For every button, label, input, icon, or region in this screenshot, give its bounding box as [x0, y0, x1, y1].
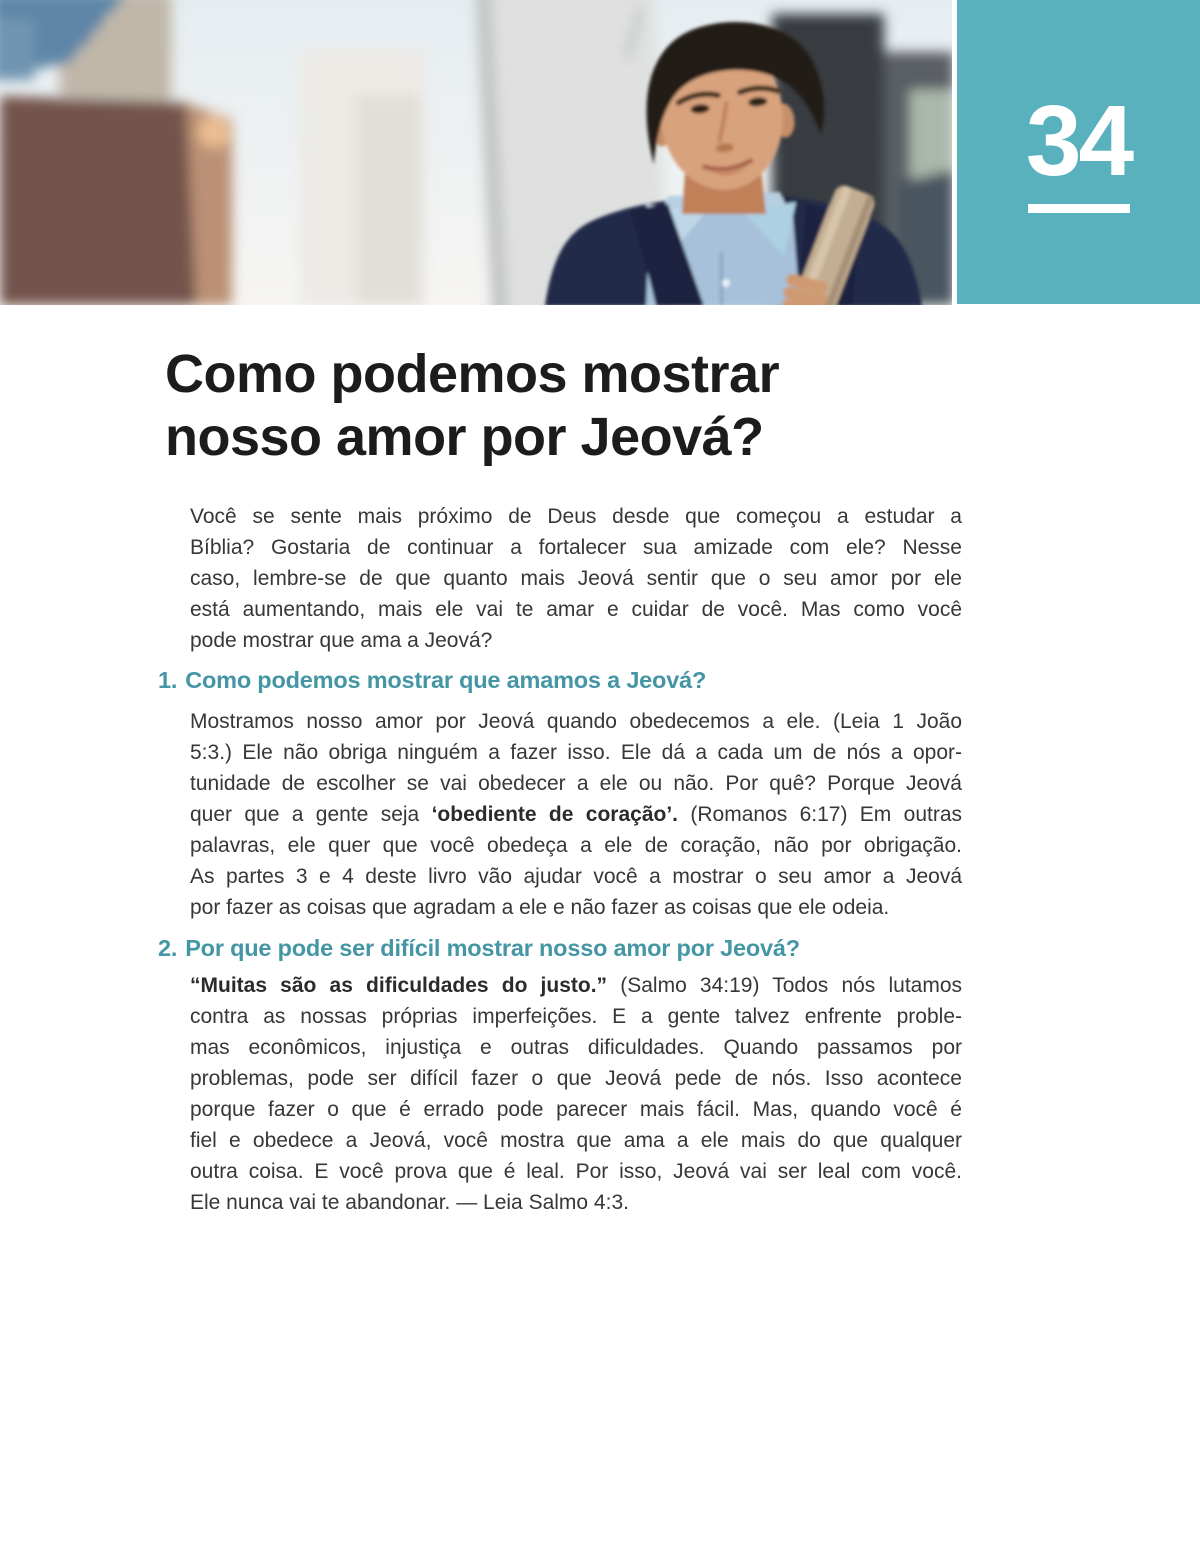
- page-title-line-1: Como podemos mostrar: [165, 344, 780, 404]
- question-2-number: 2.: [158, 935, 178, 961]
- question-2-paragraph: “Muitas são as dificuldades do justo.” (Salmo 34:19) Todos nós lutamos contra as nossas próprias imperfeições. E a gente talvez enfrente proble- mas econômicos, injustiça e outras dificuldades. Quando passamos por problemas, pode ser difícil fazer o que Jeová pede de nós. Isso acontece porque fazer o que é errado pode parecer mais fácil. Mas, quando você é fiel e obedece a Jeová, você mostra que ama a ele mais do que qualquer outra coisa. E você prova que é leal. Por isso, Jeová vai ser leal com você. Ele nunca vai te abandonar. — Leia Salmo 4:3.: [190, 974, 962, 1214]
- question-1-number: 1.: [158, 667, 178, 693]
- question-1-heading: [158, 667, 978, 694]
- question-1-text: Como podemos mostrar que amamos a Jeová?: [185, 667, 707, 693]
- intro-paragraph: Você se sente mais próximo de Deus desde que começou a estudar a Bíblia? Gostaria de continuar a fortalecer sua amizade com ele? Nesse caso, lembre-se de que quanto mais Jeová sentir que o seu amor por ele está aumentando, mais ele vai te amar e cuidar de você. Mas como você pode mostrar que ama a Jeová?: [190, 505, 962, 652]
- chapter-underline: [1028, 204, 1130, 213]
- hero: [0, 0, 1200, 305]
- page-title-line-2: nosso amor por Jeová?: [165, 407, 764, 467]
- question-2-heading: [158, 935, 978, 962]
- hero-photo: [0, 0, 952, 305]
- question-1-paragraph: Mostramos nosso amor por Jeová quando obedecemos a ele. (Leia 1 João 5:3.) Ele não obriga ninguém a fazer isso. Ele dá a cada um de nós a opor- tunidade de escolher se vai obedecer a ele ou não. Por quê? Porque Jeová quer que a gente seja ‘obediente de coração’. (Romanos 6:17) Em outras palavras, ele quer que você obedeça a ele de coração, não por obrigação. As partes 3 e 4 deste livro vão ajudar você a mostrar o seu amor a Jeová por fazer as coisas que agradam a ele e não fazer as coisas que ele odeia.: [190, 710, 962, 919]
- question-2-text: Por que pode ser difícil mostrar nosso amor por Jeová?: [185, 935, 800, 961]
- page-title: [165, 343, 779, 469]
- chapter-number: 34: [1025, 85, 1132, 197]
- chapter-number-badge: [957, 0, 1200, 304]
